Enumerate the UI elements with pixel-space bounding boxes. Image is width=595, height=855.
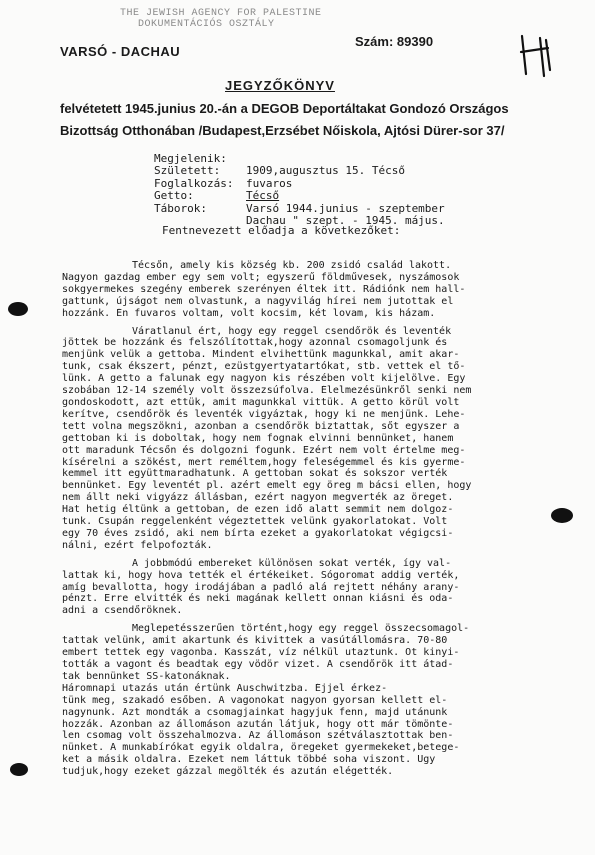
testimony-paragraph	[62, 558, 594, 618]
intro-line-1: felvétetett 1945.junius 20.-án a DEGOB Deportáltakat Gondozó Országos	[60, 101, 509, 116]
testimony-paragraph	[62, 260, 594, 320]
text-line: egy 70 éves zsidó, aki nem bírta ezeket a gyakorlatokat végigcsi-	[62, 527, 454, 539]
document-number	[355, 34, 433, 49]
text-line: nem állt neki vigyázz állásban, ezért nagyon megverték az öreget.	[62, 492, 454, 504]
text-line: Hat hetig éltünk a gettoban, de ezen idő alatt semmit nem dolgoz-	[62, 504, 454, 516]
ink-blot	[8, 302, 28, 316]
text-line: lattak ki, hogy hova tették el értékeiket. Sógoromat addig verték,	[62, 569, 460, 581]
text-line: kísérelni a szökést, mert reméltem,hogy feleségemmel és kis gyerme-	[62, 456, 466, 468]
text-line: ket a másik oldalra. Ezeket nem láttuk többé soha viszont. Úgy	[62, 754, 436, 766]
testimony-paragraph	[62, 326, 594, 552]
text-line: sokgyermekes szegény emberek szerényen éltek itt. Rádiónk nem hall-	[62, 283, 466, 295]
text-line: gondoskodott, azt ettük, amit magunkkal vittük. A getto körül volt	[62, 396, 460, 408]
text-line: tunk, csak ékszert, pénzt, ezüstgyertyatartókat, stb. vettek el tő-	[62, 361, 466, 373]
text-line: kerítve, csendőrök és leventék vigyáztak, hogy ki ne menjünk. Lehe-	[62, 408, 466, 420]
number-label: Szám: 89390	[355, 34, 434, 49]
getto-value: Técső	[246, 189, 280, 203]
detail-row-szuletett	[154, 165, 445, 177]
szuletett-value: 1909,augusztus 15. Técső	[246, 164, 405, 178]
agency-stamp	[120, 8, 322, 30]
handwritten-mark	[516, 34, 556, 79]
text-line: bennünket. Egy leventét pl. azért emelt egy öreg m bácsi ellen, hogy	[62, 480, 472, 492]
text-line: pénzt. Erre elvitték és neki magának kellett onnan kiásni és oda-	[62, 593, 454, 605]
text-line: jöttek be hozzánk és felszólítottak,hogy azonnal csomagoljunk és	[62, 337, 448, 349]
text-line: nünket. A munkabírókat egyik oldalra, öregeket gyermekeket,betege-	[62, 742, 460, 754]
text-line: Váratlanul ért, hogy egy reggel csendőrök és leventék	[132, 325, 452, 337]
intro-line-2: Bizottság Otthonában /Budapest,Erzsébet Nőiskola, Ajtósi Dürer-sor 37/	[60, 123, 505, 138]
text-line: hozzák. Azonban az állomáson azután látjuk, hogy ott már tömönte-	[62, 718, 454, 730]
text-line: gettoban ki is doboltak, hogy nem fognak elvinni bennünket, hanem	[62, 432, 454, 444]
taborok-value-2: Dachau " szept. - 1945. május.	[246, 214, 445, 228]
text-line: ott maradunk Técsőn és dolgozni fogunk. Ezért nem volt értelme meg-	[62, 444, 466, 456]
stamp-line-2: DOKUMENTÁCIÓS OSZTÁLY	[138, 19, 275, 30]
lead-sentence: Fentnevezett előadja a következőket:	[162, 224, 401, 237]
text-line: Nagyon gazdag ember egy sem volt; egyszerű földművesek, nyszámosok	[62, 271, 460, 283]
text-line: embert tettek egy vagonba. Kasszát, víz nélkül utaztunk. Öt kinyi-	[62, 647, 460, 659]
taborok-label: Táborok:	[154, 201, 207, 215]
taborok-value-1: Varsó 1944.junius - szeptember	[246, 201, 445, 215]
intro-paragraph	[60, 98, 595, 142]
detail-row-foglalkozas	[154, 178, 445, 190]
testimony-body	[62, 260, 594, 778]
szuletett-label: Született:	[154, 164, 221, 178]
text-line: tudjuk,hogy ezeket gázzal megölték és azután elégették.	[62, 766, 394, 778]
text-line: A jobbmódú embereket különösen sokat verték, így val-	[132, 557, 452, 569]
text-line: tattak velünk, amit akartunk és kivittek a vasútállomásra. 70-80	[62, 635, 448, 647]
text-line: szobában 12-14 személy volt összezsúfolva. Élelmezésünkről senki nem	[62, 385, 472, 397]
text-line: len csomag volt összehalmozva. Az állomáson szétválasztottak ben-	[62, 730, 454, 742]
text-line: hozzánk. Én fuvaros voltam, volt kocsim, két lovam, kis házam.	[62, 307, 436, 319]
text-line: Háromnapi utazás után értünk Auschwitzba. Éjjel érkez-	[62, 682, 388, 694]
megjelenik-label: Megjelenik:	[154, 152, 227, 165]
ink-blot	[10, 763, 28, 776]
text-line: amíg bevallotta, hogy irodájában a padló alá rejtett néhány arany-	[62, 581, 460, 593]
text-line: tak bennünket SS-katonáknak.	[62, 670, 231, 682]
document-title: JEGYZŐKÖNYV	[225, 78, 335, 93]
text-line: adni a csendőröknek.	[62, 605, 183, 617]
route-heading: VARSÓ - DACHAU	[60, 44, 181, 59]
witness-details	[154, 153, 445, 227]
text-line: nálni, ezért felpofozták.	[62, 539, 213, 551]
text-line: tett volna megszökni, azonban a csendőrök biztattak, sőt egyszer a	[62, 420, 460, 432]
text-line: tották a vagont és beadtak egy vödör vizet. A csendőrök itt átad-	[62, 659, 454, 670]
text-line: lünk. A getto a falunak egy nagyon kis részében volt kijelölve. Egy	[62, 373, 466, 385]
ink-blot	[551, 508, 573, 523]
text-line: Técsőn, amely kis község kb. 200 zsidó család lakott.	[132, 260, 452, 271]
foglalkozas-label: Foglalkozás:	[154, 176, 234, 190]
text-line: kemmel itt együttmaradhatunk. A gettoban sokat és sokszor verték	[62, 468, 448, 480]
getto-label: Getto:	[154, 189, 194, 203]
testimony-paragraph	[62, 623, 594, 778]
text-line: tünk meg, szakadó esőben. A vagonokat nagyon gyorsan kellett el-	[62, 694, 448, 706]
text-line: gattunk, újságot nem olvastunk, a nagyvilág hírei nem jutottak el	[62, 295, 454, 307]
stamp-line-1: THE JEWISH AGENCY FOR PALESTINE	[120, 8, 322, 19]
text-line: tunk. Csupán reggelenként végeztettek velünk gyakorlatokat. Volt	[62, 516, 448, 528]
foglalkozas-value: fuvaros	[246, 176, 293, 190]
text-line: Meglepetésszerűen történt,hogy egy reggel összecsomagol-	[132, 623, 470, 635]
text-line: nagynunk. Azt mondták a csomagjainkat hagyjuk fenn, majd utánunk	[62, 706, 448, 718]
text-line: menjünk velük a gettoba. Mindent elvihettünk magunkkal, amit akar-	[62, 349, 460, 361]
